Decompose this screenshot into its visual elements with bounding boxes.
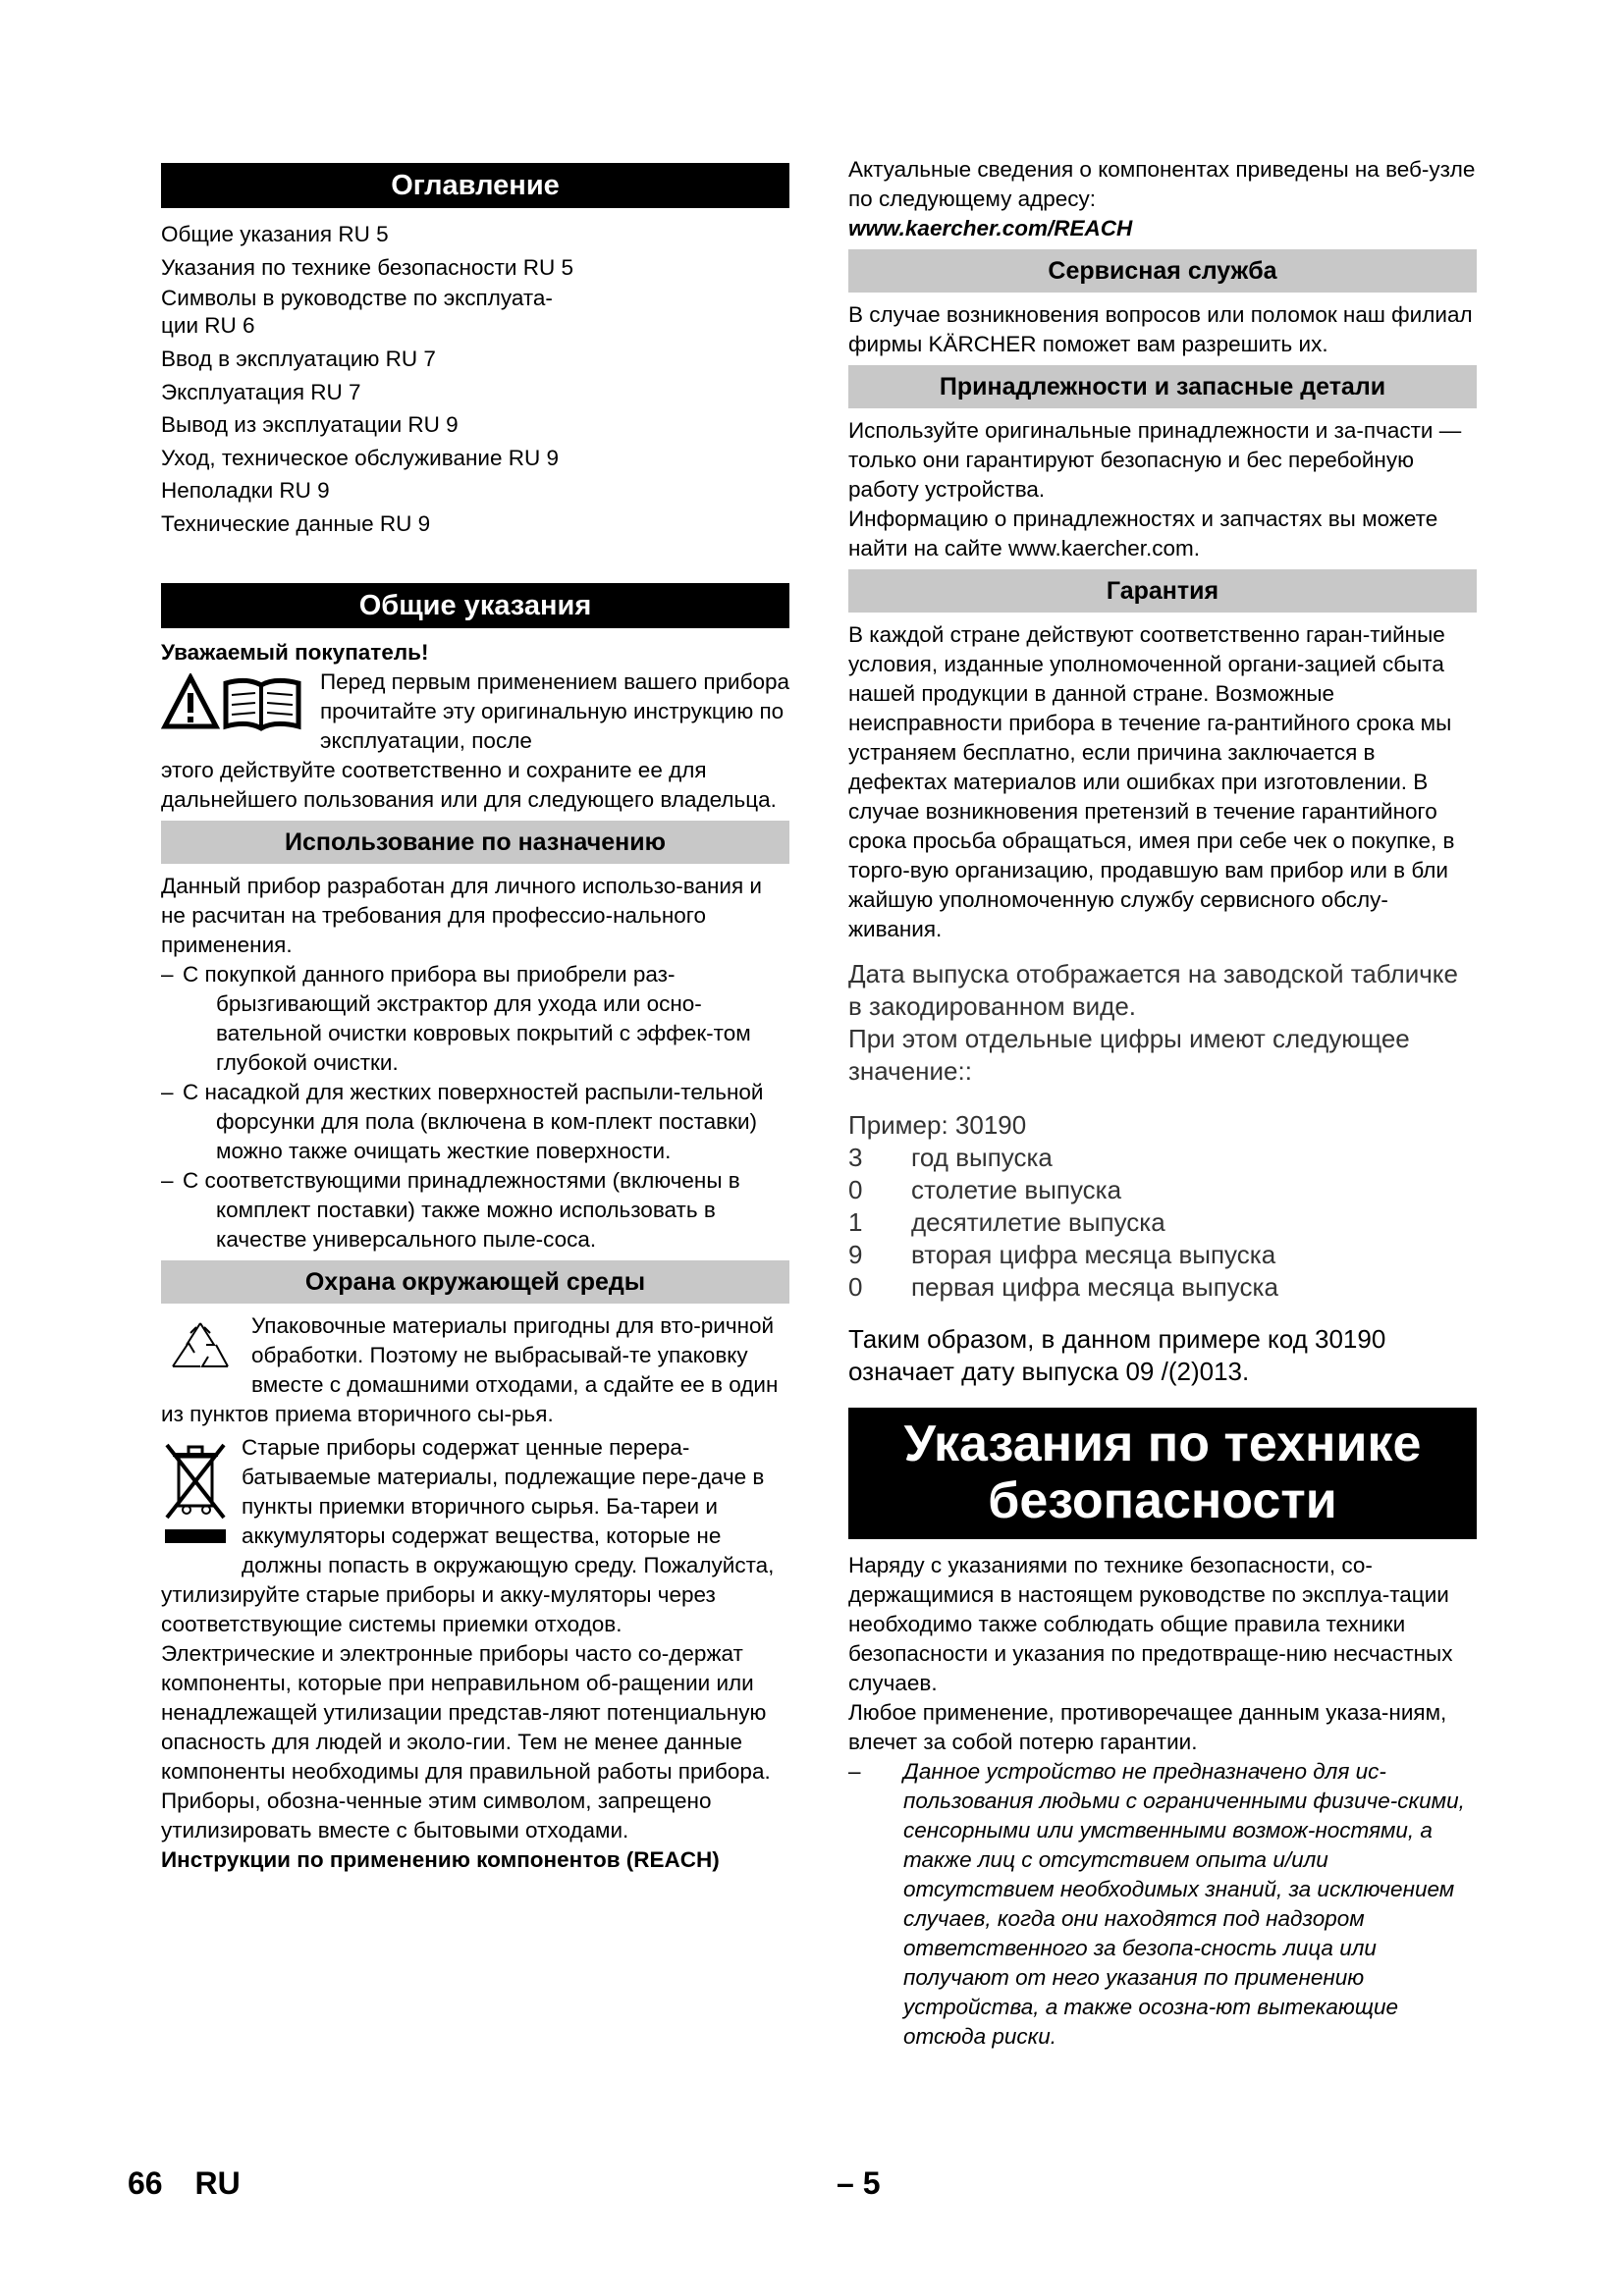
- general-title: Общие указания: [161, 583, 789, 628]
- service-title: Сервисная служба: [848, 249, 1477, 293]
- list-item: – Данное устройство не предназначено для ис-пользования людьми с ограниченными физиче-скими, сенсорными или умственными возмож-ностями, а также лиц с отсутствием опыта и/или отсутствием необходимых знаний, за исключением случаев, когда они находятся под надзором ответственного за безопа-сность лица или получают от него указания по применению устройства, а также осозна-ют вытекающие отсюда риски.: [848, 1759, 1465, 2049]
- reach-text: Актуальные сведения о компонентах приведены на веб-узле по следующему адресу:: [848, 157, 1476, 211]
- toc-item[interactable]: Неполадки RU 9: [161, 478, 330, 503]
- footer-section-page: – 5: [837, 2165, 881, 2201]
- warning-manual-icon: [161, 673, 308, 740]
- old-devices-text: Старые приборы содержат ценные перера-батываемые материалы, подлежащие пере-даче в пункты приемки вторичного сырья. Ба-тареи и аккумуляторы содержат вещества, которые не должны попасть в окружающую среду. Пожалуйста, утилизируйте старые приборы и акку-муляторы через соответствующие системы приемки отходов.: [161, 1435, 775, 1636]
- crossed-bin-icon: [161, 1439, 230, 1555]
- list-item: 0 первая цифра месяца выпуска: [848, 1272, 1278, 1302]
- left-column: [161, 157, 789, 1875]
- read-manual-rest: этого действуйте соответственно и сохраните ее для дальнейшего пользования или для следующего владельца.: [161, 758, 777, 812]
- safety-text-2: Любое применение, противоречащее данным указа-ниям, влечет за собой потерю гарантии.: [848, 1700, 1447, 1754]
- intended-use-title: Использование по назначению: [161, 821, 789, 864]
- toc-item[interactable]: ции RU 6: [161, 313, 255, 338]
- safety-list: [848, 1757, 1477, 2052]
- warranty-title: Гарантия: [848, 569, 1477, 613]
- date-code-example: Пример: 30190: [848, 1110, 1027, 1140]
- language-code: RU: [194, 2165, 241, 2201]
- intended-use-list: [161, 960, 789, 1255]
- toc-item[interactable]: Ввод в эксплуатацию RU 7: [161, 347, 436, 371]
- list-item: – С покупкой данного прибора вы приобрели раз-брызгивающий экстрактор для ухода или осно-вательной очистки ковровых покрытий с эффек-том глубокой очистки.: [161, 962, 751, 1075]
- toc-item[interactable]: Технические данные RU 9: [161, 510, 431, 536]
- read-manual-block: [161, 667, 789, 815]
- read-manual-text: Перед первым применением вашего прибора прочитайте эту оригинальную инструкцию по эксплуатации, после: [320, 669, 790, 753]
- accessories-text-1: Используйте оригинальные принадлежности и за-пчасти — только они гарантируют безопасную и бес перебойную работу устройства.: [848, 418, 1462, 502]
- electrical-text: Электрические и электронные приборы часто со-держат компоненты, которые при неправильном об-ращении или ненадлежащей утилизации представ-ляют потенциальную опасность для людей и эколо-гии. Тем не менее данные компоненты необходимы для правильной работы прибора. Приборы, обозна-ченные этим символом, запрещено утилизировать вместе с бытовыми отходами.: [161, 1641, 771, 1842]
- old-devices-block: [161, 1433, 789, 1639]
- date-code-intro-2: При этом отдельные цифры имеют следующее значение::: [848, 1024, 1410, 1086]
- date-code-digits: [848, 1142, 1477, 1304]
- toc-item[interactable]: Указания по технике безопасности RU 5: [161, 254, 574, 280]
- toc-item[interactable]: Общие указания RU 5: [161, 222, 389, 246]
- packaging-block: [161, 1311, 789, 1429]
- footer-page-lang: [128, 2165, 241, 2202]
- toc-item[interactable]: Эксплуатация RU 7: [161, 379, 361, 404]
- list-item: 9 вторая цифра месяца выпуска: [848, 1240, 1276, 1269]
- intended-use-text: Данный прибор разработан для личного использо-вания и не расчитан на требования для профессио-нального применения.: [161, 874, 762, 957]
- packaging-text: Упаковочные материалы пригодны для вто-ричной обработки. Поэтому не выбрасывай-те упаковку вместе с домашними отходами, а сдайте ее в один из пунктов приема вторичного сы-рья.: [161, 1313, 779, 1426]
- reach-url[interactable]: www.kaercher.com/REACH: [848, 216, 1133, 240]
- warranty-text: В каждой стране действуют соответственно гаран-тийные условия, изданные уполномоченной органи-зацией сбыта нашей продукции в данной стране. Возможные неисправности прибора в течение га-рантийного срока мы устраняем бесплатно, если причина заключается в дефектах материалов или ошибках при изготовлении. В случае возникновения претензий в течение гарантийного срока просьба обращаться, имея при себе чек о покупке, в торго-вую организацию, продавшую вам прибор или в бли жайшую уполномоченную службу сервисного обслу-живания.: [848, 622, 1455, 941]
- list-item: 0 столетие выпуска: [848, 1175, 1122, 1204]
- toc-item[interactable]: Символы в руководстве по эксплуата-: [161, 286, 553, 310]
- date-code-conclusion: Таким образом, в данном примере код 30190 означает дату выпуска 09 /(2)013.: [848, 1324, 1386, 1386]
- page-number: 66: [128, 2165, 163, 2201]
- safety-title: Указания по технике безопасности: [848, 1408, 1477, 1539]
- list-item: – С насадкой для жестких поверхностей распыли-тельной форсунки для пола (включена в ком-плект поставки) можно также очищать жесткие поверхности.: [161, 1080, 764, 1163]
- toc-item[interactable]: Уход, техническое обслуживание RU 9: [161, 445, 559, 470]
- toc-list: [161, 218, 789, 540]
- service-text: В случае возникновения вопросов или поломок наш филиал фирмы KÄRCHER поможет вам разрешить их.: [848, 302, 1473, 356]
- safety-text-1: Наряду с указаниями по технике безопасности, со-держащимися в настоящем руководстве по эксплуа-тации необходимо также соблюдать общие правила техники безопасности и указания по предотвраще-нию несчастных случаев.: [848, 1553, 1453, 1695]
- recycle-icon: [161, 1317, 240, 1386]
- list-item: 1 десятилетие выпуска: [848, 1207, 1165, 1237]
- date-code-intro-1: Дата выпуска отображается на заводской табличке в закодированном виде.: [848, 959, 1458, 1021]
- list-item: 3 год выпуска: [848, 1143, 1053, 1172]
- accessories-title: Принадлежности и запасные детали: [848, 365, 1477, 408]
- greeting: Уважаемый покупатель!: [161, 640, 429, 665]
- environment-title: Охрана окружающей среды: [161, 1260, 789, 1304]
- right-column: [848, 155, 1477, 2052]
- list-item: – С соответствующими принадлежностями (включены в комплект поставки) также можно использовать в качестве универсального пыле-соса.: [161, 1168, 740, 1252]
- accessories-text-2: Информацию о принадлежностях и запчастях вы можете найти на сайте www.kaercher.com.: [848, 507, 1438, 561]
- toc-title: Оглавление: [161, 163, 789, 208]
- toc-item[interactable]: Вывод из эксплуатации RU 9: [161, 412, 459, 437]
- reach-heading: Инструкции по применению компонентов (REACH): [161, 1847, 720, 1872]
- date-code-block: [848, 958, 1477, 1388]
